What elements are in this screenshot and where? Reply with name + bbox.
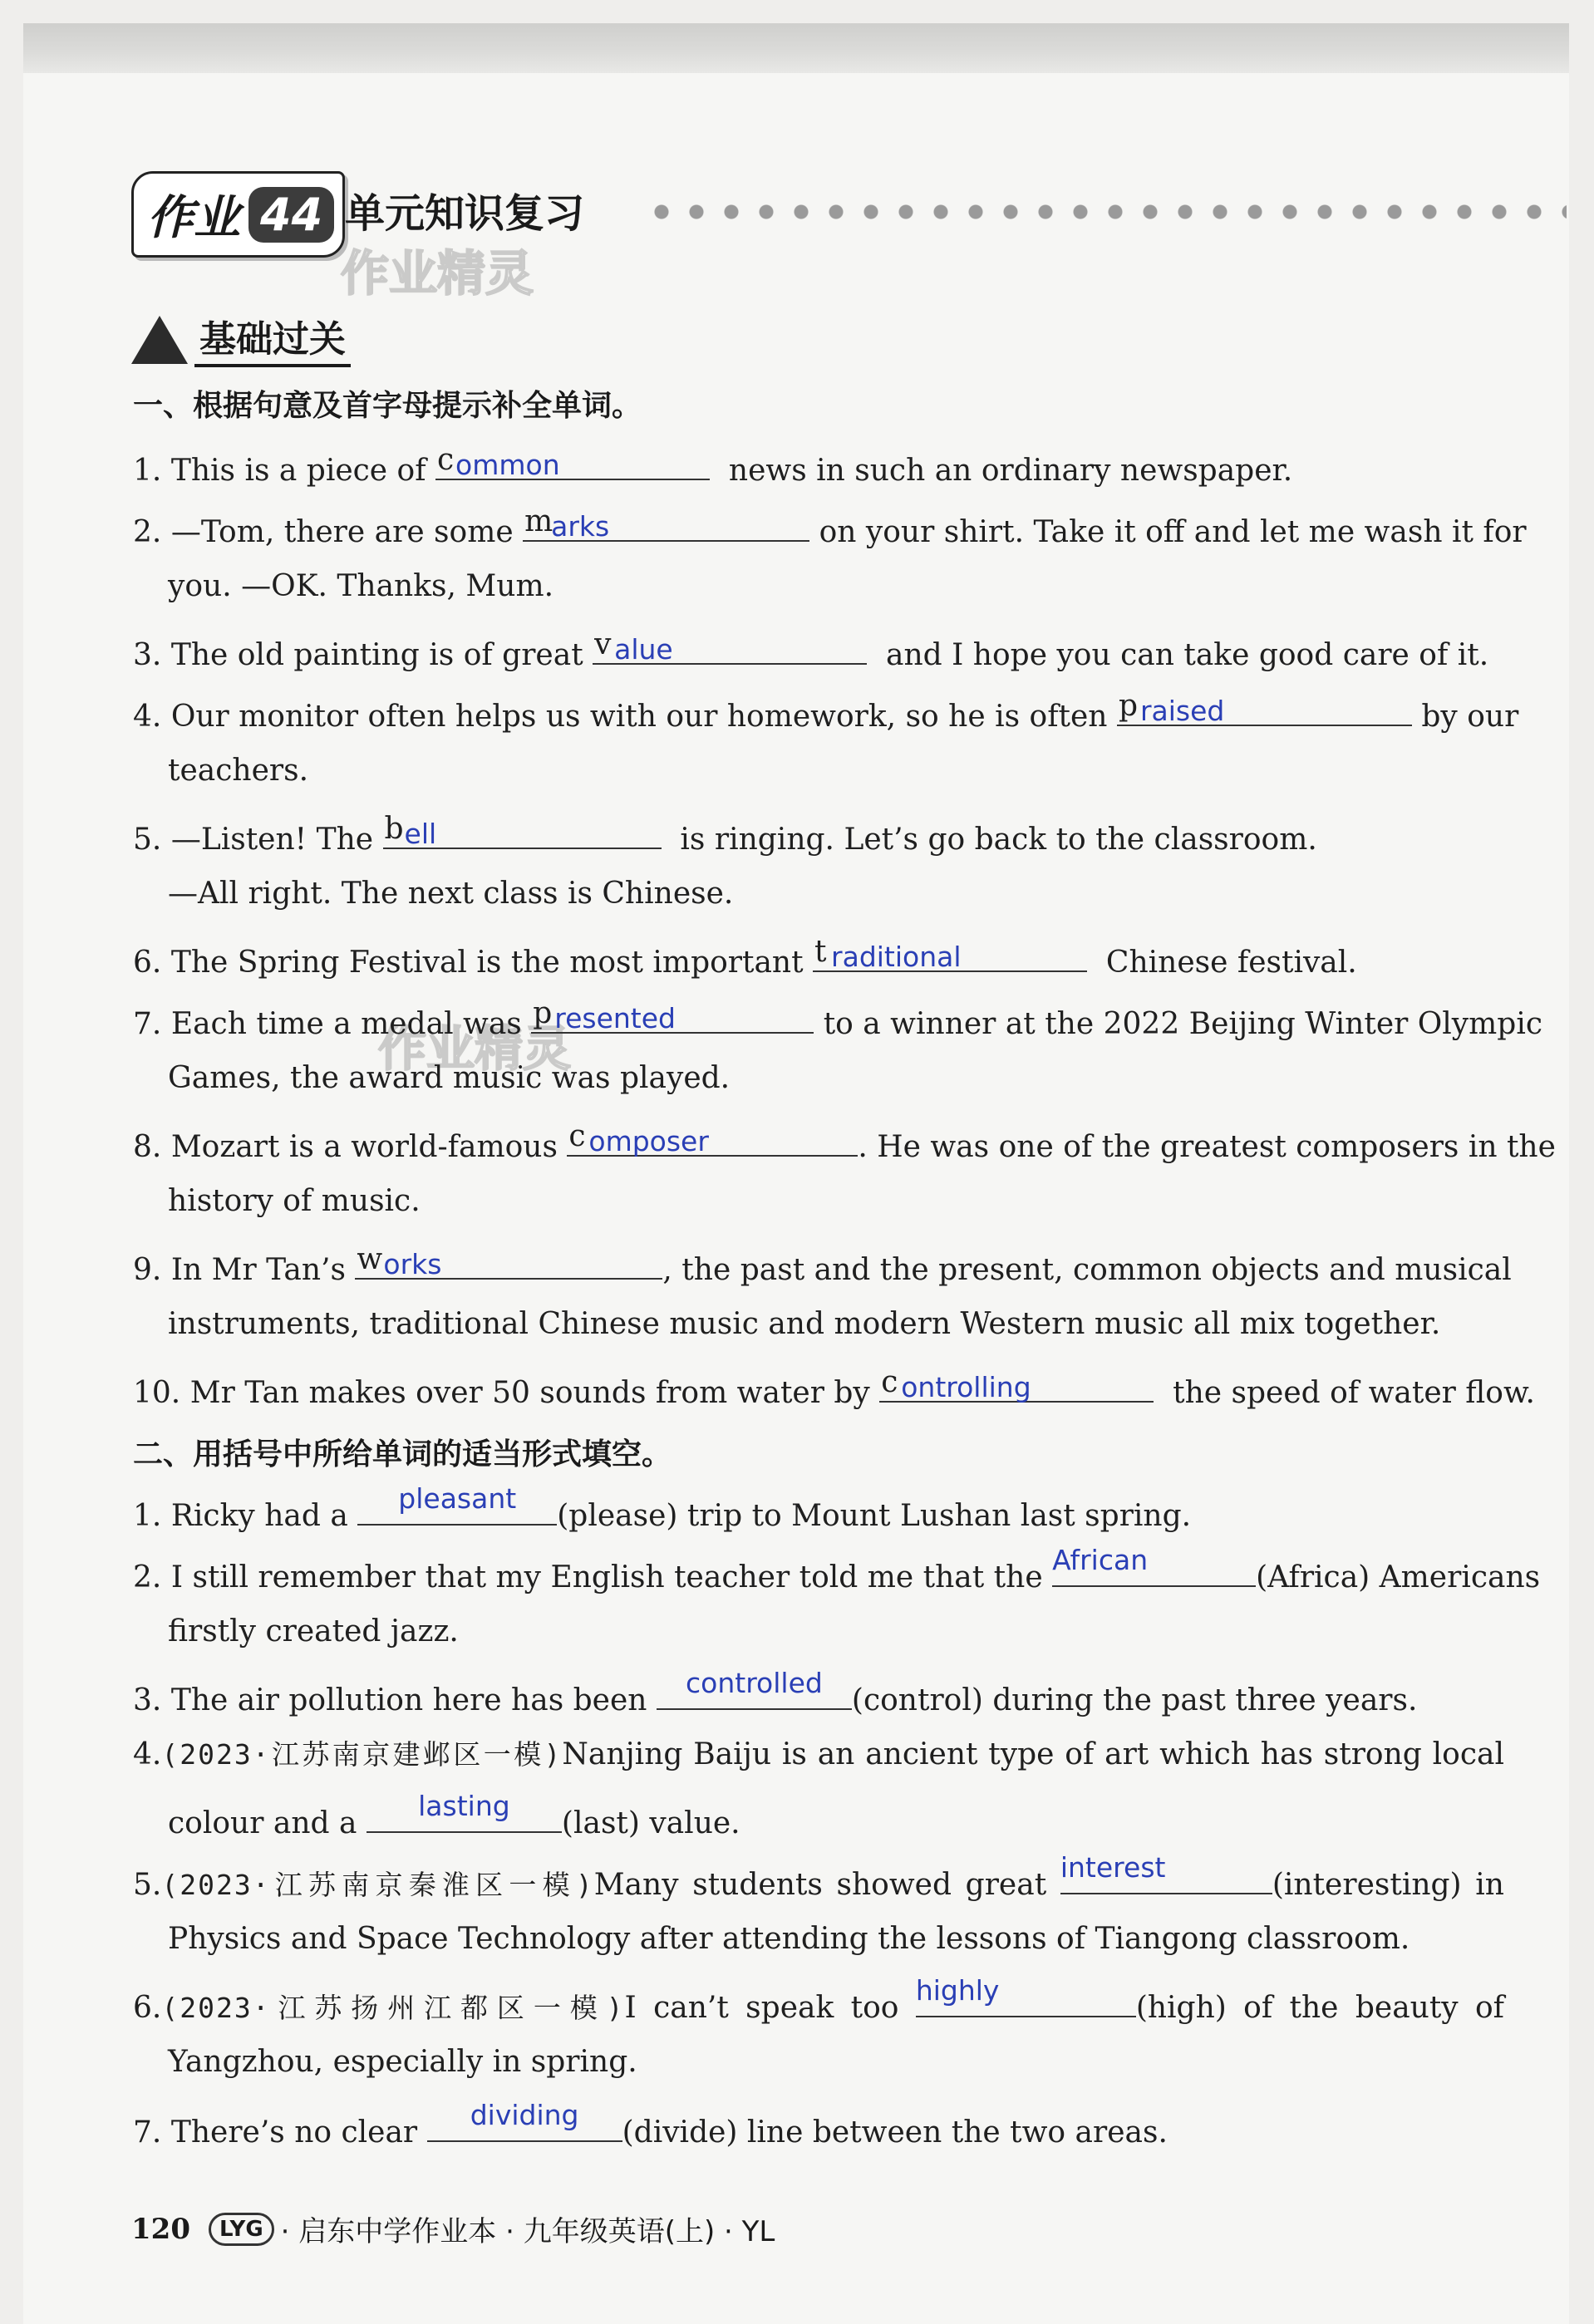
list-item: 8. Mozart is a world-famous c omposer . He was one of the greatest composers in the — [133, 1119, 1556, 1164]
answer-blank[interactable]: pleasant — [357, 1491, 557, 1526]
list-item-continued: firstly created jazz. — [168, 1614, 459, 1648]
page-footer — [131, 2209, 775, 2249]
part2-heading: 二、用括号中所给单词的适当形式填空。 — [133, 1437, 672, 1472]
answer-blank[interactable]: c omposer — [567, 1122, 858, 1157]
book-title: · 启东中学作业本 · 九年级英语(上) · YL — [280, 2215, 775, 2248]
list-item-continued: Games, the award music was played. — [168, 1061, 731, 1095]
list-item-continued: —All right. The next class is Chinese. — [168, 877, 734, 911]
list-item: 6.(2023·江苏扬州江都区一模)I can’t speak too highly (high) of the beauty of — [133, 1974, 1504, 2025]
page-number: 120 — [131, 2212, 190, 2246]
list-item: 1. Ricky had a pleasant (please) trip to Mount Lushan last spring. — [133, 1482, 1192, 1533]
source-note: (2023·江苏扬州江都区一模) — [161, 1992, 625, 2024]
list-item-continued: history of music. — [168, 1184, 421, 1218]
watermark: 作业精灵 — [378, 1020, 572, 1077]
dotted-divider — [644, 204, 1567, 220]
list-item-continued: you. —OK. Thanks, Mum. — [168, 569, 554, 603]
section-header — [131, 309, 351, 367]
list-item-continued: teachers. — [168, 754, 309, 788]
answer-blank[interactable]: interest — [1060, 1860, 1272, 1894]
mountain-icon — [131, 312, 189, 364]
answer-blank[interactable]: b ell — [383, 814, 662, 849]
list-item: 4. Our monitor often helps us with our homework, so he is often p raised by our — [133, 689, 1519, 734]
part1-heading: 一、根据句意及首字母提示补全单词。 — [133, 389, 642, 423]
list-item-continued: instruments, traditional Chinese music and modern Western music all mix together. — [168, 1307, 1441, 1341]
list-item: 3. The air pollution here has been controlled (control) during the past three years. — [133, 1667, 1418, 1717]
list-item: 7. Each time a medal was p resented to a winner at the 2022 Beijing Winter Olympic — [133, 996, 1543, 1041]
badge-number: 44 — [248, 187, 334, 243]
list-item-continued: Yangzhou, especially in spring. — [168, 2045, 637, 2079]
list-item: 10. Mr Tan makes over 50 sounds from water by c ontrolling the speed of water flow. — [133, 1365, 1535, 1410]
homework-badge — [131, 169, 345, 260]
list-item: 1. This is a piece of c ommon news in such an ordinary newspaper. — [133, 443, 1293, 488]
answer-blank[interactable]: c ontrolling — [879, 1368, 1154, 1403]
answer-blank[interactable]: lasting — [367, 1798, 562, 1833]
list-item: 5. —Listen! The b ell is ringing. Let’s go back to the classroom. — [133, 812, 1317, 857]
answer-blank[interactable]: dividing — [427, 2107, 622, 2142]
answer-blank[interactable]: w orks — [355, 1245, 662, 1280]
answer-blank[interactable]: controlled — [657, 1675, 852, 1710]
answer-blank[interactable]: highly — [916, 1983, 1136, 2017]
section-title: 基础过关 — [194, 309, 351, 367]
answer-blank[interactable]: v alue — [593, 630, 867, 665]
source-note: (2023·江苏南京建邺区一模) — [161, 1738, 563, 1771]
answer-blank[interactable]: c ommon — [435, 445, 710, 480]
answer-blank[interactable]: p raised — [1117, 691, 1412, 726]
list-item: 6. The Spring Festival is the most important t raditional Chinese festival. — [133, 935, 1357, 980]
scan-top-strip — [23, 23, 1569, 73]
publisher-logo: LYG — [209, 2213, 274, 2246]
badge-label: 作业 — [147, 191, 240, 245]
list-item: 4.(2023·江苏南京建邺区一模)Nanjing Baiju is an ancient type of art which has strong local — [133, 1737, 1504, 1771]
answer-blank[interactable]: t raditional — [813, 937, 1087, 972]
source-note: (2023·江苏南京秦淮区一模) — [161, 1869, 594, 1901]
answer-blank[interactable]: p resented — [531, 999, 814, 1034]
list-item-continued: colour and a lasting (last) value. — [168, 1790, 740, 1840]
answer-blank[interactable]: African — [1052, 1552, 1256, 1587]
unit-title: 单元知识复习 — [345, 190, 585, 237]
answer-blank[interactable]: m arks — [523, 507, 809, 542]
list-item: 7. There’s no clear dividing (divide) line between the two areas. — [133, 2099, 1168, 2150]
list-item-continued: Physics and Space Technology after attending the lessons of Tiangong classroom. — [168, 1922, 1410, 1956]
list-item: 9. In Mr Tan’s w orks , the past and the present, common objects and musical — [133, 1242, 1512, 1287]
list-item: 3. The old painting is of great v alue and I hope you can take good care of it. — [133, 627, 1489, 672]
watermark: 作业精灵 — [341, 245, 534, 302]
list-item: 2. I still remember that my English teacher told me that the African (Africa) Americans — [133, 1544, 1541, 1594]
list-item: 5.(2023·江苏南京秦淮区一模)Many students showed great interest (interesting) in — [133, 1851, 1504, 1902]
list-item: 2. —Tom, there are some m arks on your shirt. Take it off and let me wash it for — [133, 504, 1527, 549]
